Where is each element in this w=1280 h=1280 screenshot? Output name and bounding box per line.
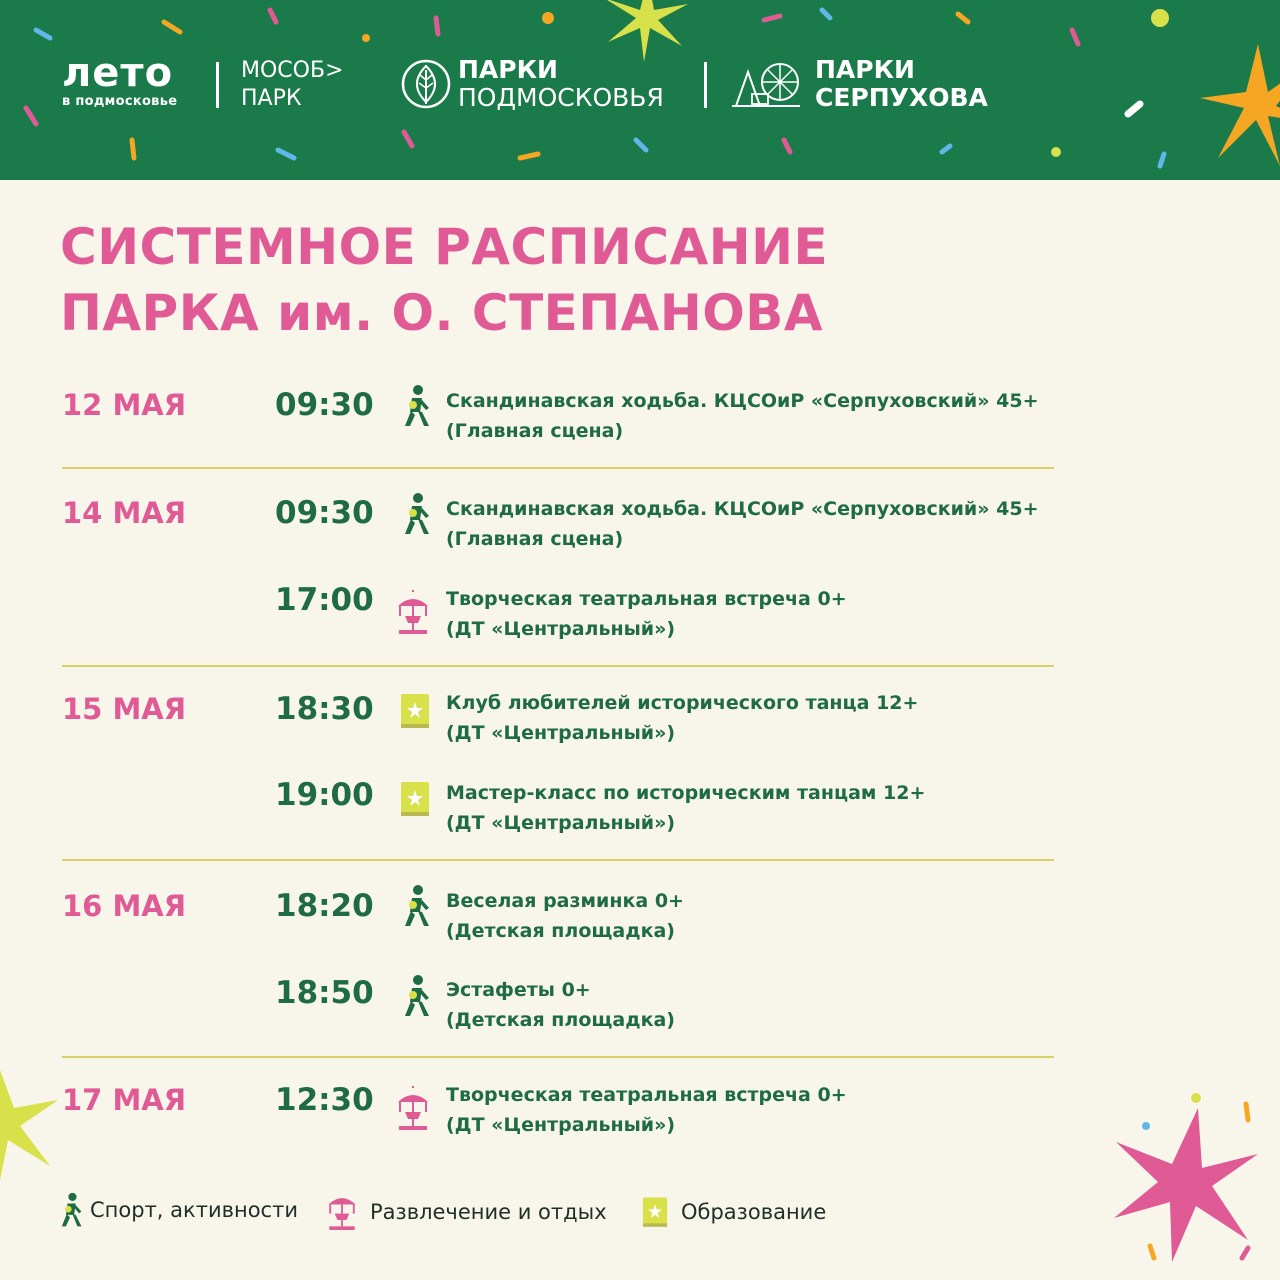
runner-icon	[398, 884, 432, 928]
leaf-logo-icon	[400, 58, 452, 110]
parks-serpukhov-logo-line2: СЕРПУХОВА	[815, 83, 988, 112]
schedule-date: 15 МАЯ	[62, 692, 187, 726]
parks-pm-logo-line2: ПОДМОСКОВЬЯ	[458, 83, 664, 112]
legend-edu-label: Образование	[681, 1200, 827, 1224]
event-title: Веселая разминка 0+	[446, 890, 684, 912]
event-place: (ДТ «Центральный»)	[446, 722, 676, 744]
logo-divider	[216, 62, 219, 108]
schedule-date: 16 МАЯ	[62, 889, 187, 923]
event-title: Скандинавская ходьба. КЦСОиР «Серпуховский» 45+	[446, 498, 1039, 520]
event-title: Клуб любителей исторического танца 12+	[446, 692, 919, 714]
event-time: 18:30	[275, 691, 374, 727]
starburst-decoration	[1080, 1090, 1280, 1280]
event-time: 19:00	[275, 777, 374, 813]
event-place: (Детская площадка)	[446, 920, 675, 942]
leto-logo-sub: в подмосковье	[62, 94, 178, 109]
page-title-line1: СИСТЕМНОЕ РАСПИСАНИЕ	[60, 218, 829, 276]
day-separator	[62, 665, 1054, 667]
event-title: Творческая театральная встреча 0+	[446, 588, 847, 610]
parks-serpukhov-logo-line1: ПАРКИ	[815, 55, 915, 84]
event-place: (ДТ «Центральный»)	[446, 1114, 676, 1136]
event-time: 17:00	[275, 582, 374, 618]
event-title: Эстафеты 0+	[446, 979, 591, 1001]
logo-divider-2	[704, 62, 707, 108]
mosobl-logo-line1: МОСОБ>	[241, 58, 344, 83]
schedule-date: 14 МАЯ	[62, 496, 187, 530]
runner-icon	[56, 1192, 84, 1228]
book-icon	[640, 1194, 670, 1232]
runner-icon	[398, 492, 432, 536]
event-time: 18:20	[275, 888, 374, 924]
event-time: 09:30	[275, 387, 374, 423]
event-title: Мастер-класс по историческим танцам 12+	[446, 782, 926, 804]
event-title: Скандинавская ходьба. КЦСОиР «Серпуховский» 45+	[446, 390, 1039, 412]
schedule-date: 17 МАЯ	[62, 1083, 187, 1117]
parks-pm-logo-line1: ПАРКИ	[458, 55, 558, 84]
mosobl-logo-line2: ПАРК	[241, 86, 302, 111]
starburst-decoration	[0, 1070, 70, 1180]
legend-fun-label: Развлечение и отдых	[370, 1200, 607, 1224]
event-time: 18:50	[275, 975, 374, 1011]
book-icon	[398, 778, 432, 822]
day-separator	[62, 1056, 1054, 1058]
event-place: (ДТ «Центральный»)	[446, 812, 676, 834]
carousel-icon	[396, 1086, 430, 1130]
day-separator	[62, 859, 1054, 861]
page-title-line2: ПАРКА им. О. СТЕПАНОВА	[60, 284, 824, 342]
event-place: (Детская площадка)	[446, 1009, 675, 1031]
day-separator	[62, 467, 1054, 469]
event-time: 09:30	[275, 495, 374, 531]
event-place: (Главная сцена)	[446, 420, 624, 442]
leto-logo-main: лето	[62, 50, 174, 96]
legend-sport-label: Спорт, активности	[90, 1198, 298, 1222]
carousel-icon	[326, 1190, 358, 1230]
event-time: 12:30	[275, 1082, 374, 1118]
runner-icon	[398, 974, 432, 1018]
ferris-wheel-logo-icon	[730, 58, 802, 110]
event-place: (ДТ «Центральный»)	[446, 618, 676, 640]
event-title: Творческая театральная встреча 0+	[446, 1084, 847, 1106]
runner-icon	[398, 384, 432, 428]
schedule-date: 12 МАЯ	[62, 388, 187, 422]
header-banner	[0, 0, 1280, 180]
carousel-icon	[396, 590, 430, 634]
event-place: (Главная сцена)	[446, 528, 624, 550]
book-icon	[398, 690, 432, 734]
